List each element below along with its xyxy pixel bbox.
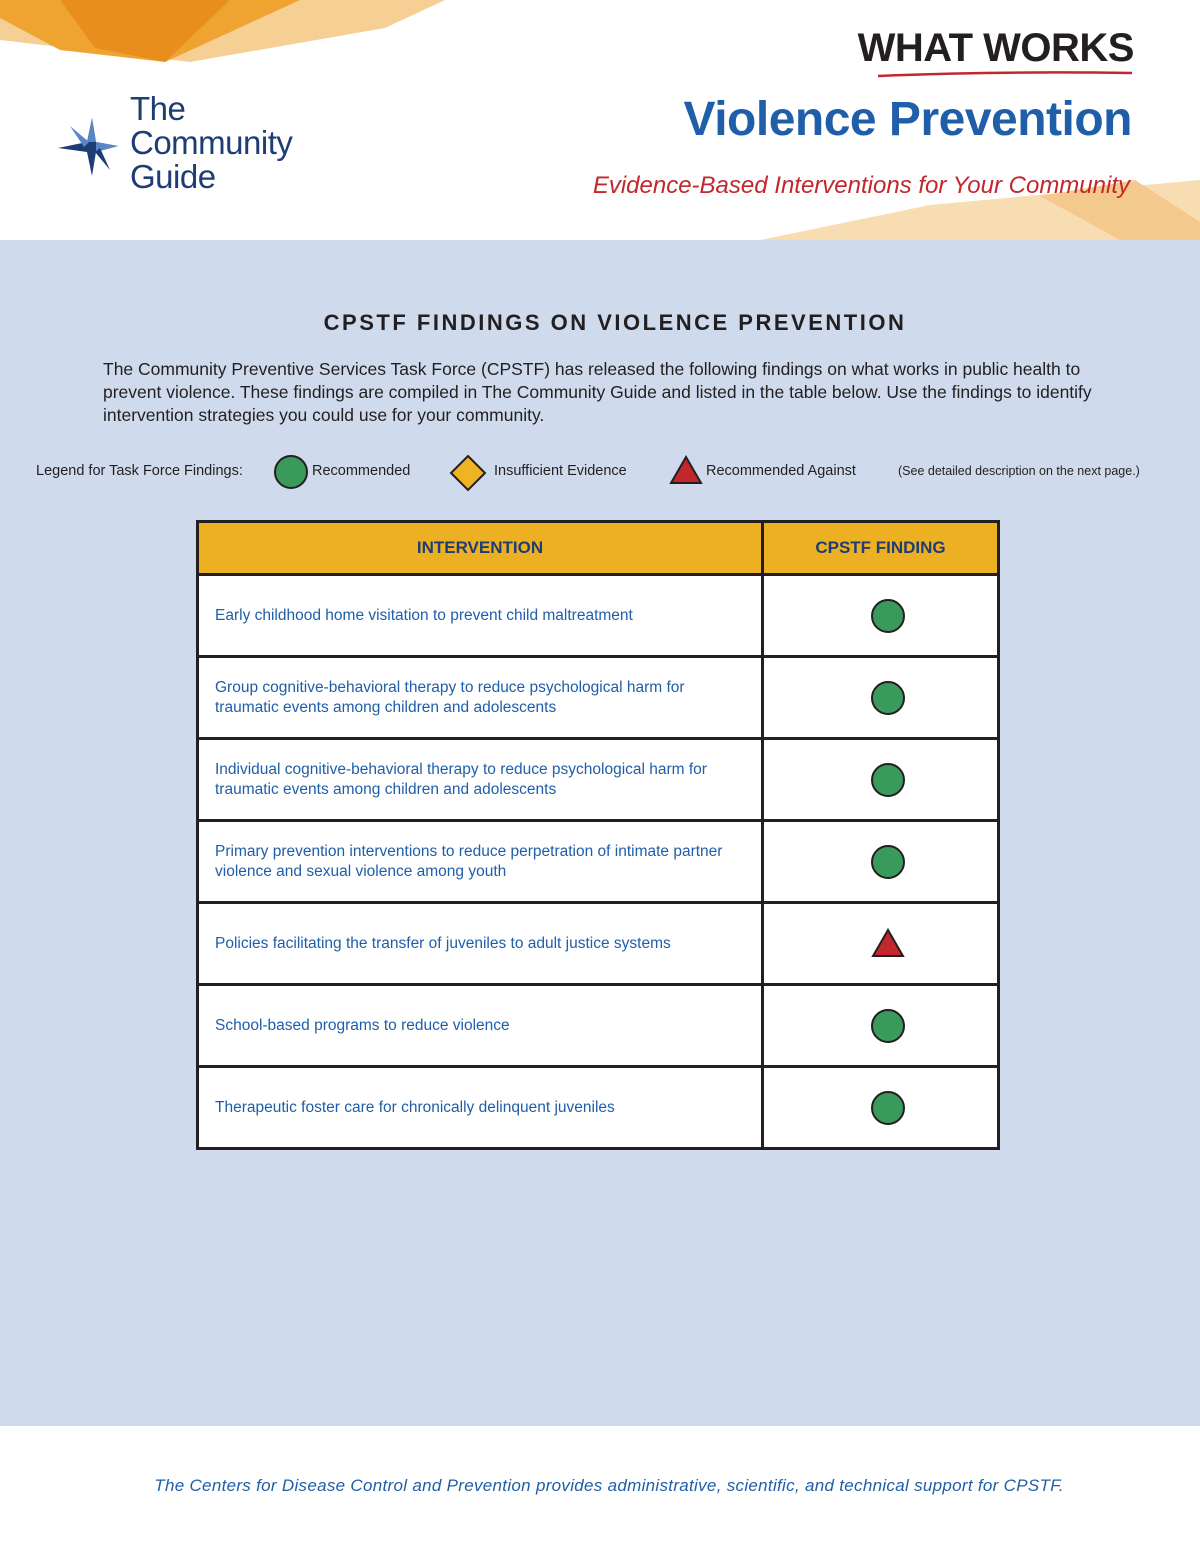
legend	[36, 453, 1176, 493]
intervention-cell: Individual cognitive-behavioral therapy to reduce psychological harm for traumatic events among children and adolescents	[198, 739, 763, 821]
page-footer	[0, 1426, 1200, 1553]
intervention-cell: Early childhood home visitation to prevent child maltreatment	[198, 575, 763, 657]
green-circle-icon	[868, 1088, 908, 1128]
red-triangle-icon	[668, 453, 704, 489]
table-row	[198, 821, 999, 903]
logo-line-the: The	[130, 90, 186, 127]
findings-panel	[0, 240, 1200, 1426]
findings-table	[196, 520, 1000, 1150]
logo-line-community: Community	[130, 124, 293, 161]
compass-star-icon	[52, 112, 122, 182]
red-underline	[876, 70, 1134, 78]
logo-line-guide: Guide	[130, 158, 216, 195]
finding-cell	[763, 903, 999, 985]
legend-note: (See detailed description on the next page.)	[898, 464, 1140, 478]
table-row	[198, 1067, 999, 1149]
finding-cell	[763, 575, 999, 657]
finding-cell	[763, 985, 999, 1067]
intervention-cell: Therapeutic foster care for chronically delinquent juveniles	[198, 1067, 763, 1149]
tagline: Evidence-Based Interventions for Your Community	[592, 172, 1130, 199]
finding-cell	[763, 739, 999, 821]
legend-label: Legend for Task Force Findings:	[36, 463, 243, 479]
table-row	[198, 739, 999, 821]
table-row	[198, 985, 999, 1067]
green-circle-icon	[868, 1006, 908, 1046]
intro-paragraph: The Community Preventive Services Task Force (CPSTF) has released the following findings on what works in public health to prevent violence. These findings are compiled in The Community Guide and listed in the table below. Use the findings to identify intervention strategies you could use for your community.	[103, 359, 1092, 425]
table-row	[198, 903, 999, 985]
intervention-cell: Group cognitive-behavioral therapy to reduce psychological harm for traumatic events among children and adolescents	[198, 657, 763, 739]
table-header-row	[198, 522, 999, 575]
legend-item-recommended: Recommended	[312, 463, 411, 479]
legend-item-insufficient: Insufficient Evidence	[494, 463, 627, 479]
yellow-diamond-icon	[448, 453, 488, 493]
footer-text: The Centers for Disease Control and Prevention provides administrative, scientific, and technical support for CPSTF.	[154, 1476, 1064, 1495]
column-header-intervention: INTERVENTION	[198, 522, 763, 575]
intervention-cell: Primary prevention interventions to reduce perpetration of intimate partner violence and sexual violence among youth	[198, 821, 763, 903]
legend-item-against: Recommended Against	[706, 463, 856, 479]
finding-cell	[763, 1067, 999, 1149]
what-works-title: WHAT WORKS	[857, 26, 1134, 70]
table-row	[198, 657, 999, 739]
section-title: CPSTF FINDINGS ON VIOLENCE PREVENTION	[323, 310, 907, 335]
topic-title: Violence Prevention	[683, 93, 1132, 146]
green-circle-icon	[868, 842, 908, 882]
page-header	[0, 0, 1200, 240]
intervention-cell: School-based programs to reduce violence	[198, 985, 763, 1067]
finding-cell	[763, 657, 999, 739]
green-circle-icon	[868, 678, 908, 718]
intervention-cell: Policies facilitating the transfer of juveniles to adult justice systems	[198, 903, 763, 985]
green-circle-icon	[868, 596, 908, 636]
green-circle-icon	[868, 760, 908, 800]
green-circle-icon	[272, 453, 310, 491]
finding-cell	[763, 821, 999, 903]
community-guide-logo	[52, 92, 312, 202]
column-header-finding: CPSTF FINDING	[763, 522, 999, 575]
red-triangle-icon	[868, 924, 908, 964]
table-row	[198, 575, 999, 657]
